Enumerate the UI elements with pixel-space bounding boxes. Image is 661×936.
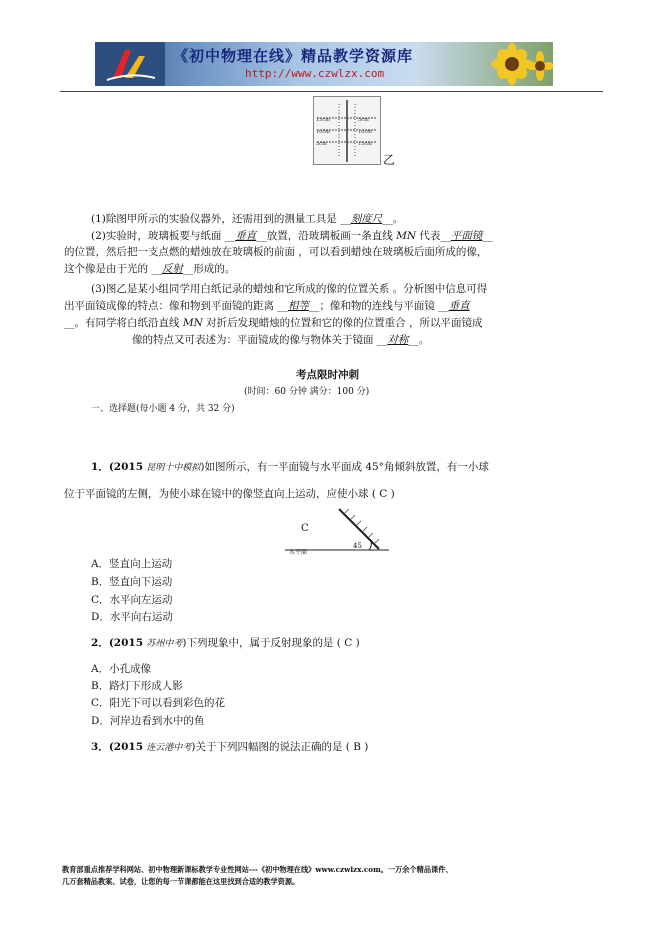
scale-mark: 15cm bbox=[316, 117, 330, 123]
answer: 刻度尺 bbox=[350, 213, 383, 225]
header-banner bbox=[95, 42, 553, 86]
text: MN bbox=[182, 317, 203, 329]
text: __ bbox=[482, 230, 493, 242]
question-number: 1． bbox=[91, 461, 109, 473]
section-title: 考点限时冲刺 bbox=[296, 369, 359, 381]
scale-mark: 10cm bbox=[316, 129, 330, 135]
text: __。有同学将白纸沿直线 bbox=[64, 317, 180, 329]
q1-option-c: C．水平向左运动 bbox=[91, 594, 173, 606]
text: (2)实验时，玻璃板要与纸面 __ bbox=[91, 230, 236, 242]
scale-mark: 10cm bbox=[358, 129, 372, 135]
text: (2015 bbox=[108, 741, 144, 753]
scale-mark: 5cm bbox=[358, 117, 369, 123]
section-part: 一、选择题(每小题 4 分，共 32 分) bbox=[91, 404, 235, 414]
q-block-line-6 bbox=[64, 300, 470, 313]
q-block-line-2 bbox=[91, 230, 493, 243]
text: __。 bbox=[382, 213, 404, 225]
answer: 相等 bbox=[287, 300, 309, 312]
sunflower-icon bbox=[490, 42, 553, 86]
text: __。 bbox=[408, 334, 430, 346]
ground-label: 水平面 bbox=[289, 549, 308, 555]
text: 代表__ bbox=[419, 230, 451, 242]
q-block-line-3: 的位置，然后把一支点燃的蜡烛放在玻璃板的前面 ，可以看到蜡烛在玻璃板后面所成的像， bbox=[64, 246, 488, 258]
q1-stem-line-1 bbox=[91, 461, 489, 475]
angle-label: 45 bbox=[353, 542, 362, 550]
banner-title: 《初中物理在线》精品教学资源库 bbox=[173, 47, 414, 65]
header-rule bbox=[60, 91, 603, 92]
q1-option-b: B．竖直向下运动 bbox=[91, 576, 173, 588]
q2-option-a: A．小孔成像 bbox=[91, 663, 152, 675]
q1-mirror-diagram bbox=[285, 505, 390, 555]
question-source: 连云港中考 bbox=[146, 743, 192, 753]
text: (2015 bbox=[108, 637, 144, 649]
q3-stem bbox=[91, 741, 368, 755]
q2-option-c: C．阳光下可以看到彩色的花 bbox=[91, 697, 226, 709]
text: (2015 bbox=[108, 461, 144, 473]
scale-mark: 15cm bbox=[358, 141, 372, 147]
q-block-line-1 bbox=[91, 213, 403, 226]
q2-option-d: D．河岸边看到水中的鱼 bbox=[91, 715, 205, 727]
text: ) bbox=[200, 461, 205, 473]
scale-mark: 5cm bbox=[316, 141, 327, 147]
answer: 平面镜 bbox=[450, 230, 483, 242]
q-block-line-5: (3)图乙是某小组同学用白纸记录的蜡烛和它所成的像的位置关系 。分析图中信息可得 bbox=[91, 283, 488, 295]
q-block-line-7 bbox=[64, 317, 482, 330]
q1-option-d: D．水平向右运动 bbox=[91, 611, 173, 623]
ball-label: C bbox=[301, 523, 309, 534]
q2-stem bbox=[91, 637, 360, 651]
text: 对折后发现蜡烛的位置和它的像的位置重合 ，所以平面镜成 bbox=[206, 317, 483, 329]
text: 像的特点又可表述为：平面镜成的像与物体关于镜面 __ bbox=[132, 334, 388, 346]
question-source: 苏州中考 bbox=[146, 639, 183, 649]
text: __放置，沿玻璃板画一条直线 bbox=[256, 230, 393, 242]
footer-line-2: 几万套精品教案、试卷，让您的每一节课都能在这里找到合适的教学资源。 bbox=[62, 877, 300, 886]
text: 这个像是由于光的 __ bbox=[64, 263, 162, 275]
question-number: 2． bbox=[91, 637, 109, 649]
q1-stem-line-2: 位于平面镜的左侧，为使小球在镜中的像竖直向上运动，应使小球 ( C ) bbox=[64, 488, 395, 500]
figure-yi-label: 乙 bbox=[383, 153, 396, 167]
text: __形成的。 bbox=[182, 263, 236, 275]
text: (1)除图甲所示的实验仪器外，还需用到的测量工具是 __ bbox=[91, 213, 351, 225]
q1-option-a: A．竖直向上运动 bbox=[91, 558, 173, 570]
text: __；像和物的连线与平面镜 __ bbox=[308, 300, 449, 312]
figure-yi-diagram bbox=[313, 96, 381, 166]
answer: 垂直 bbox=[448, 300, 470, 312]
section-meta: (时间：60 分钟 满分：100 分) bbox=[244, 387, 370, 397]
footer-line-1: 教育部重点推荐学科网站、初中物理新课标教学专业性网站---《初中物理在线》www.czwlzx.com。一万余个精品课件、 bbox=[62, 865, 453, 874]
question-source: 昆明十中模拟 bbox=[146, 463, 201, 473]
q-block-line-8 bbox=[132, 334, 429, 347]
q2-option-b: B．路灯下形成人影 bbox=[91, 680, 183, 692]
answer: 对称 bbox=[387, 334, 409, 346]
q-block-line-4 bbox=[64, 263, 235, 276]
answer: 反射 bbox=[161, 263, 183, 275]
question-number: 3． bbox=[91, 741, 109, 753]
text: )关于下列四幅图的说法正确的是 ( B ) bbox=[191, 741, 369, 753]
text: 出平面镜成像的特点：像和物到平面镜的距离 __ bbox=[64, 300, 288, 312]
text: 如图所示，有一平面镜与水平面成 45°角倾斜放置，有一小球 bbox=[204, 461, 489, 473]
site-logo-icon bbox=[95, 42, 165, 86]
text: )下列现象中，属于反射现象的是 ( C ) bbox=[182, 637, 360, 649]
text: MN bbox=[396, 230, 417, 242]
answer: 垂直 bbox=[235, 230, 257, 242]
banner-url: http://www.czwlzx.com bbox=[245, 67, 385, 80]
